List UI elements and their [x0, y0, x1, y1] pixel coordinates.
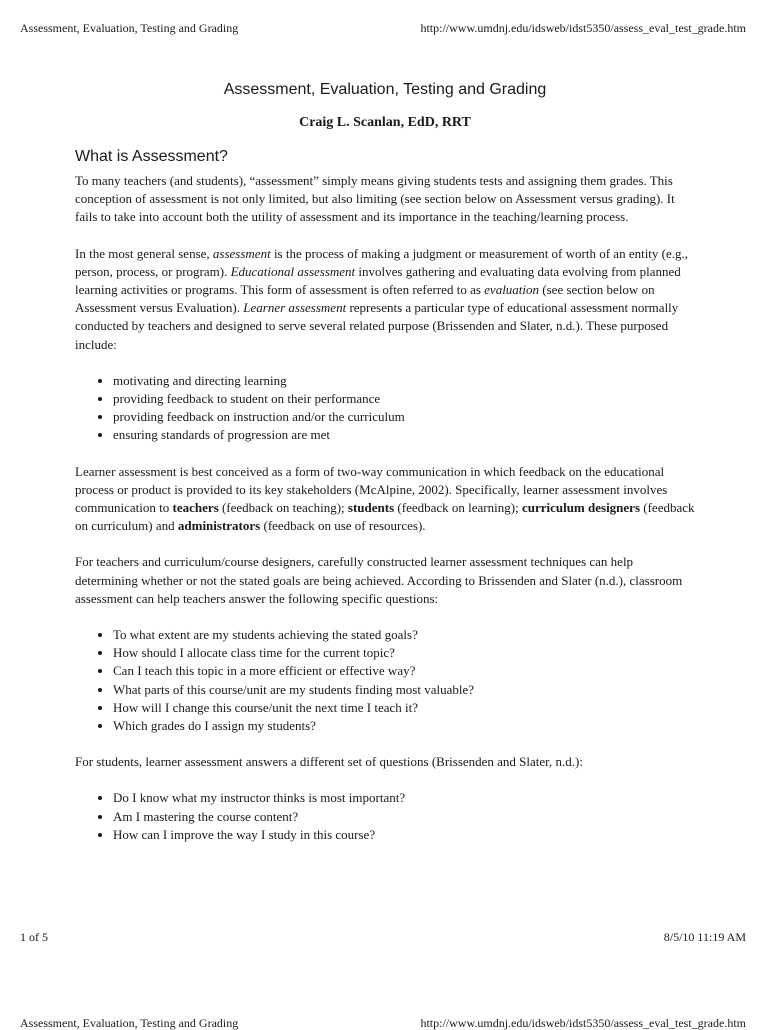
list-item: • To what extent are my students achieving the stated goals? — [113, 626, 695, 644]
paragraph-students: For students, learner assessment answers a different set of questions (Brissenden and Slater, n.d.): — [75, 754, 583, 770]
emphasis-evaluation: evaluation — [484, 282, 540, 298]
text-run: In the most general sense, — [75, 245, 213, 261]
paragraph-intro: To many teachers (and students), “assessment” simply means giving students tests and assigning them grades. This conception of assessment is not only limited, but also limiting (see section below on Assessment versus grading). It fails to take into account both the utility of assessment and its importance in the teaching/learning process. — [75, 173, 675, 225]
student-questions-list — [75, 789, 695, 844]
emphasis-educational-assessment: Educational assessment — [230, 263, 356, 279]
emphasis-assessment: assessment — [212, 245, 271, 261]
list-item: • How will I change this course/unit the next time I teach it? — [113, 699, 695, 717]
text-run: (feedback on use of resources). — [260, 518, 426, 534]
list-item: • How can I improve the way I study in this course? — [113, 826, 695, 844]
text-run: (feedback on curriculum) and — [75, 500, 695, 534]
bold-students: students — [347, 500, 395, 516]
bold-administrators: administrators — [177, 518, 261, 534]
list-item: • ensuring standards of progression are met — [113, 426, 695, 444]
print-header-title: Assessment, Evaluation, Testing and Grading — [20, 21, 239, 35]
list-item: • What parts of this course/unit are my students finding most valuable? — [113, 681, 695, 699]
print-header-url: http://www.umdnj.edu/idsweb/idst5350/assess_eval_test_grade.htm — [420, 21, 746, 35]
purposes-list — [75, 372, 695, 445]
page-title: Assessment, Evaluation, Testing and Grading — [223, 81, 547, 98]
text-run: is the process of making a judgment or measurement of worth of an entity (e.g., person, process, or program). — [75, 245, 689, 279]
list-item: • providing feedback to student on their performance — [113, 390, 695, 408]
text-run: (feedback on teaching); — [218, 500, 348, 516]
list-item: • providing feedback on instruction and/or the curriculum — [113, 408, 695, 426]
author-line: Craig L. Scanlan, EdD, RRT — [299, 115, 471, 130]
bold-curriculum-designers: curriculum designers — [521, 500, 641, 516]
section-heading: What is Assessment? — [75, 148, 228, 165]
list-item: • Do I know what my instructor thinks is most important? — [113, 789, 695, 807]
text-run: Learner assessment is best conceived as a form of two-way communication in which feedback on the educational process or product is provided to its key stakeholders (McAlpine, 2002). Specifically, learner assessment involves communication to — [75, 463, 668, 516]
paragraph-communication — [75, 463, 695, 536]
list-item: • Am I mastering the course content? — [113, 808, 695, 826]
print-footer-page: 1 of 5 — [20, 930, 48, 944]
print-footer-datetime: 8/5/10 11:19 AM — [663, 930, 746, 944]
text-run: (see section below on Assessment versus Evaluation). — [75, 282, 655, 316]
text-run: involves gathering and evaluating data evolving from planned learning activities or programs. This form of assessment is often referred to as — [75, 263, 681, 298]
teacher-questions-list — [75, 626, 695, 735]
paragraph-teachers: For teachers and curriculum/course designers, carefully constructed learner assessment techniques can help determining whether or not the stated goals are being achieved. According to Brissenden and Slater (n.d.), classroom assessment can help teachers answer the following specific questions: — [75, 554, 683, 606]
document-body — [75, 80, 695, 862]
list-item: • How should I allocate class time for the current topic? — [113, 644, 695, 662]
paragraph-definition — [75, 245, 695, 354]
next-page-header-title: Assessment, Evaluation, Testing and Grading — [20, 1016, 239, 1030]
text-run: represents a particular type of educational assessment normally conducted by teachers and designed to serve several related purpose (Brissenden and Slater, n.d.). These purposed include: — [75, 300, 679, 352]
next-page-header-url: http://www.umdnj.edu/idsweb/idst5350/assess_eval_test_grade.htm — [420, 1016, 746, 1030]
list-item: • Which grades do I assign my students? — [113, 717, 695, 735]
emphasis-learner-assessment: Learner assessment — [243, 300, 347, 316]
list-item: • motivating and directing learning — [113, 372, 695, 390]
text-run: (feedback on learning); — [394, 500, 522, 516]
list-item: • Can I teach this topic in a more efficient or effective way? — [113, 662, 695, 680]
bold-teachers: teachers — [172, 500, 219, 516]
